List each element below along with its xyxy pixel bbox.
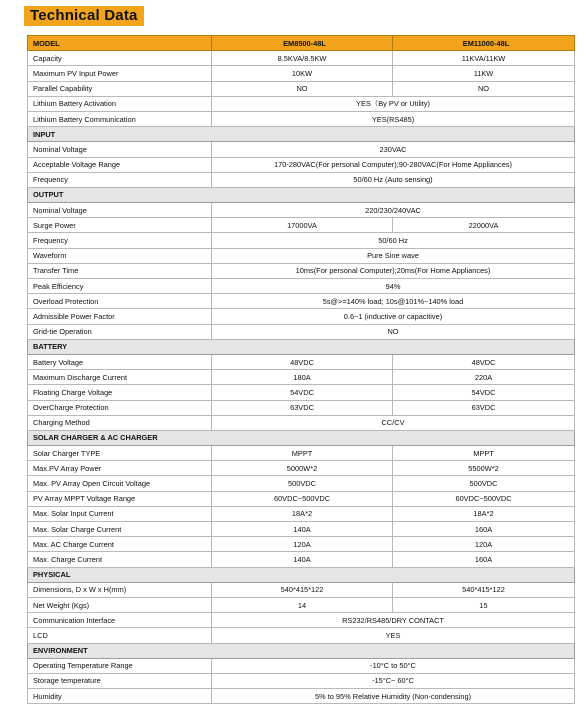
table-header-row — [28, 36, 575, 51]
row-value-em11000: 500VDC — [393, 476, 575, 491]
row-label: Max. Solar Charge Current — [28, 522, 212, 537]
row-value-em11000: 120A — [393, 537, 575, 552]
row-label: Max. PV Array Open Circuit Voltage — [28, 476, 212, 491]
row-label: Lithium Battery Communication — [28, 111, 212, 126]
table-row — [28, 385, 575, 400]
table-row — [28, 689, 575, 704]
row-value-em8500: 48VDC — [212, 354, 393, 369]
row-label: Parallel Capability — [28, 81, 212, 96]
row-value-em8500: 500VDC — [212, 476, 393, 491]
table-row — [28, 203, 575, 218]
row-value-shared: 5% to 95% Relative Humidity (Non-condensing) — [212, 689, 575, 704]
row-label: Operating Temperature Range — [28, 658, 212, 673]
row-value-shared: YES — [212, 628, 575, 643]
row-value-shared: CC/CV — [212, 415, 575, 430]
row-label: Maximum PV Input Power — [28, 66, 212, 81]
table-row — [28, 582, 575, 597]
row-value-em8500: 180A — [212, 370, 393, 385]
section-title: OUTPUT — [28, 187, 575, 202]
row-value-shared: YES(RS485) — [212, 111, 575, 126]
section-header-row — [28, 567, 575, 582]
row-label: Solar Charger TYPE — [28, 446, 212, 461]
row-value-em8500: 14 — [212, 597, 393, 612]
row-value-em8500: MPPT — [212, 446, 393, 461]
row-label: Lithium Battery Activation — [28, 96, 212, 111]
table-row — [28, 324, 575, 339]
row-value-em8500: 18A*2 — [212, 506, 393, 521]
row-label: Nominal Voltage — [28, 203, 212, 218]
row-value-shared: 94% — [212, 279, 575, 294]
row-label: Floating Charge Voltage — [28, 385, 212, 400]
row-value-shared: YES（By PV or Utility) — [212, 96, 575, 111]
table-row — [28, 522, 575, 537]
row-label: PV Array MPPT Voltage Range — [28, 491, 212, 506]
table-row — [28, 673, 575, 688]
row-value-shared: RS232/RS485/DRY CONTACT — [212, 613, 575, 628]
table-body — [28, 36, 575, 704]
row-value-em11000: 54VDC — [393, 385, 575, 400]
row-label: OverCharge Protection — [28, 400, 212, 415]
row-label: Admissible Power Factor — [28, 309, 212, 324]
table-row — [28, 537, 575, 552]
row-label: Maximum Discharge Current — [28, 370, 212, 385]
row-label: Communication Interface — [28, 613, 212, 628]
row-label: Nominal Voltage — [28, 142, 212, 157]
row-value-em8500: 540*415*122 — [212, 582, 393, 597]
table-row — [28, 446, 575, 461]
row-value-shared: 5s@>=140% load; 10s@101%~140% load — [212, 294, 575, 309]
row-label: Dimensions, D x W x H(mm) — [28, 582, 212, 597]
row-value-em11000: 540*415*122 — [393, 582, 575, 597]
table-row — [28, 628, 575, 643]
row-label: Acceptable Voltage Range — [28, 157, 212, 172]
row-label: LCD — [28, 628, 212, 643]
table-row — [28, 309, 575, 324]
row-value-em11000: 160A — [393, 552, 575, 567]
table-row — [28, 81, 575, 96]
row-value-shared: 10ms(For personal Computer);20ms(For Home Appliances) — [212, 263, 575, 278]
table-row — [28, 658, 575, 673]
row-value-em11000: 18A*2 — [393, 506, 575, 521]
row-value-em8500: 140A — [212, 522, 393, 537]
row-label: Max. AC Charge Current — [28, 537, 212, 552]
section-title: INPUT — [28, 127, 575, 142]
table-row — [28, 461, 575, 476]
row-label: Overload Protection — [28, 294, 212, 309]
row-value-shared: 50/60 Hz (Auto sensing) — [212, 172, 575, 187]
row-label: Net Weight (Kgs) — [28, 597, 212, 612]
header-model-em11000: EM11000-48L — [393, 36, 575, 51]
table-row — [28, 172, 575, 187]
row-value-em8500: NO — [212, 81, 393, 96]
table-row — [28, 142, 575, 157]
table-row — [28, 415, 575, 430]
header-model-em8500: EM8500-48L — [212, 36, 393, 51]
row-value-em8500: 140A — [212, 552, 393, 567]
table-row — [28, 354, 575, 369]
header-model-label: MODEL — [28, 36, 212, 51]
section-header-row — [28, 643, 575, 658]
row-value-shared: 170-280VAC(For personal Computer);90-280VAC(For Home Appliances) — [212, 157, 575, 172]
section-header-row — [28, 127, 575, 142]
section-header-row — [28, 339, 575, 354]
table-row — [28, 263, 575, 278]
row-value-em11000: NO — [393, 81, 575, 96]
row-value-shared: NO — [212, 324, 575, 339]
row-label: Charging Method — [28, 415, 212, 430]
table-row — [28, 248, 575, 263]
row-label: Battery Voltage — [28, 354, 212, 369]
row-label: Max.PV Array Power — [28, 461, 212, 476]
row-label: Frequency — [28, 233, 212, 248]
row-label: Max. Charge Current — [28, 552, 212, 567]
row-value-em8500: 17000VA — [212, 218, 393, 233]
section-title: ENVIRONMENT — [28, 643, 575, 658]
row-value-shared: 220/230/240VAC — [212, 203, 575, 218]
table-row — [28, 51, 575, 66]
table-row — [28, 613, 575, 628]
section-title: BATTERY — [28, 339, 575, 354]
technical-data-table — [27, 35, 575, 704]
row-value-shared: 50/60 Hz — [212, 233, 575, 248]
table-row — [28, 96, 575, 111]
row-label: Surge Power — [28, 218, 212, 233]
table-row — [28, 233, 575, 248]
table-row — [28, 66, 575, 81]
table-row — [28, 218, 575, 233]
row-label: Transfer Time — [28, 263, 212, 278]
table-row — [28, 597, 575, 612]
table-row — [28, 506, 575, 521]
row-value-em11000: 63VDC — [393, 400, 575, 415]
row-label: Capacity — [28, 51, 212, 66]
section-title: SOLAR CHARGER & AC CHARGER — [28, 430, 575, 445]
row-value-shared: 0.6~1 (inductive or capacitive) — [212, 309, 575, 324]
table-row — [28, 111, 575, 126]
row-value-em11000: 48VDC — [393, 354, 575, 369]
table-row — [28, 476, 575, 491]
row-value-em8500: 5000W*2 — [212, 461, 393, 476]
table-row — [28, 279, 575, 294]
table-row — [28, 400, 575, 415]
table-row — [28, 370, 575, 385]
row-value-em8500: 120A — [212, 537, 393, 552]
row-value-em8500: 10KW — [212, 66, 393, 81]
table-row — [28, 552, 575, 567]
table-row — [28, 491, 575, 506]
table-row — [28, 157, 575, 172]
row-value-em11000: 160A — [393, 522, 575, 537]
row-value-em8500: 54VDC — [212, 385, 393, 400]
page-title: Technical Data — [24, 6, 144, 26]
row-label: Waveform — [28, 248, 212, 263]
row-value-em11000: MPPT — [393, 446, 575, 461]
row-value-shared: -15°C~ 60°C — [212, 673, 575, 688]
row-label: Max. Solar Input Current — [28, 506, 212, 521]
section-header-row — [28, 187, 575, 202]
row-value-em8500: 60VDC~500VDC — [212, 491, 393, 506]
row-value-em8500: 8.5KVA/8.5KW — [212, 51, 393, 66]
section-title: PHYSICAL — [28, 567, 575, 582]
row-label: Frequency — [28, 172, 212, 187]
row-value-em11000: 11KVA/11KW — [393, 51, 575, 66]
table-row — [28, 294, 575, 309]
row-value-shared: -10°C to 50°C — [212, 658, 575, 673]
row-value-em11000: 220A — [393, 370, 575, 385]
row-value-shared: Pure Sine wave — [212, 248, 575, 263]
section-header-row — [28, 430, 575, 445]
row-value-em11000: 60VDC~500VDC — [393, 491, 575, 506]
row-label: Peak Efficiency — [28, 279, 212, 294]
row-value-em11000: 11KW — [393, 66, 575, 81]
row-label: Storage temperature — [28, 673, 212, 688]
row-value-shared: 230VAC — [212, 142, 575, 157]
row-label: Grid-tie Operation — [28, 324, 212, 339]
row-value-em11000: 5500W*2 — [393, 461, 575, 476]
row-value-em11000: 15 — [393, 597, 575, 612]
row-value-em11000: 22000VA — [393, 218, 575, 233]
row-label: Humidity — [28, 689, 212, 704]
row-value-em8500: 63VDC — [212, 400, 393, 415]
